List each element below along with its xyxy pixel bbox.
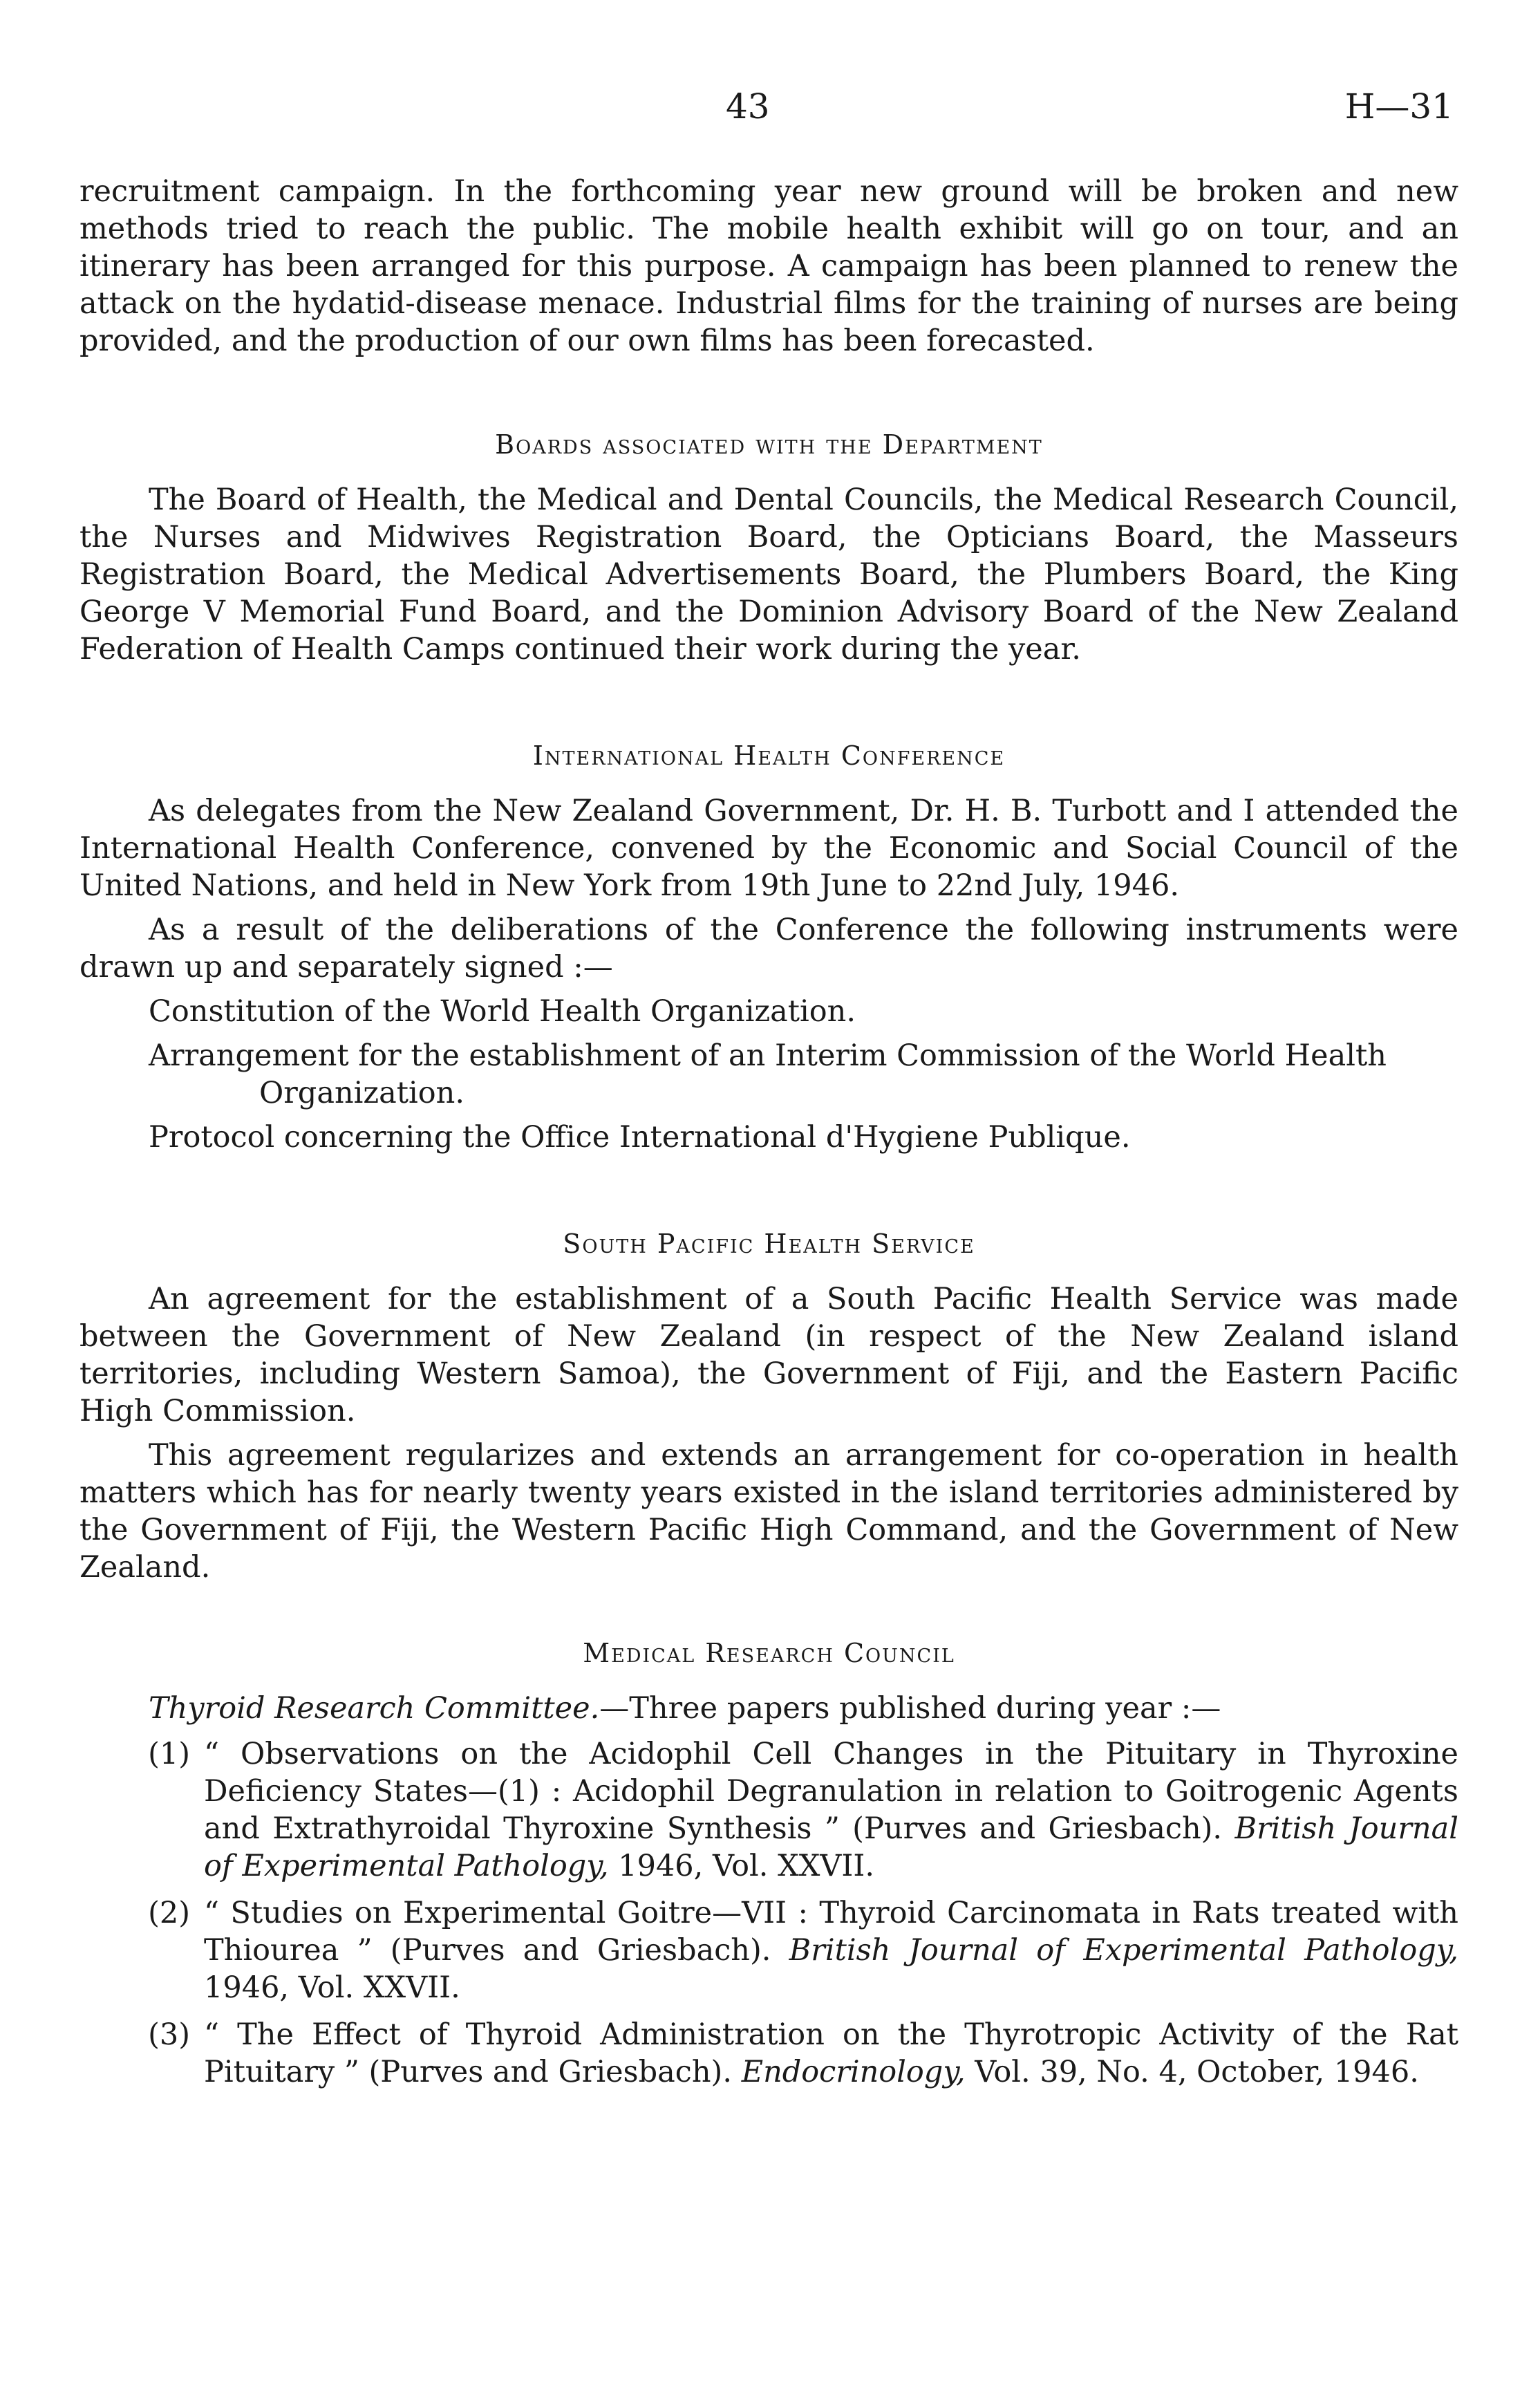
- south-pacific-heading: South Pacific Health Service: [563, 1229, 975, 1259]
- committee-line: [79, 1690, 1458, 1727]
- paper-item: [79, 1735, 1458, 1885]
- paper-journal: Endocrinology,: [741, 2055, 966, 2089]
- intro-paragraph: recruitment campaign. In the forthcoming year new ground will be broken and new methods tried to reach the public. The mobile health exhibit will go on tour, and an itinerary has been arranged for this purpose. A campaign has been planned to renew the attack on the hydatid-disease menace. Industrial films for the training of nurses are being provided, and the production of our own films has been forecasted.: [79, 174, 1458, 358]
- conference-paragraph-1: As delegates from the New Zealand Government, Dr. H. B. Turbott and I attended the International Health Conference, convened by the Economic and Social Council of the United Nations, and held in New York from 19th June to 22nd July, 1946.: [79, 794, 1458, 903]
- paper-title: “ Studies on Experimental Goitre—VII : Thyroid Carcinomata in Rats treated with Thiourea ” (Purves and Griesbach).: [204, 1896, 1458, 1968]
- research-heading: Medical Research Council: [583, 1638, 955, 1668]
- paper-details: 1946, Vol. XXVII.: [204, 1970, 460, 2005]
- boards-paragraph: The Board of Health, the Medical and Dental Councils, the Medical Research Council, the Nurses and Midwives Registration Board, the Opticians Board, the Masseurs Registration Board, the Medical Advertisements Board, the Plumbers Board, the King George V Memorial Fund Board, and the Dominion Advisory Board of the New Zealand Federation of Health Camps continued their work during the year.: [79, 483, 1458, 666]
- paper-title: “ Observations on the Acidophil Cell Changes in the Pituitary in Thyroxine Deficiency States—(1) : Acidophil Degranulation in relation to Goitrogenic Agents and Extrathyroidal Thyroxine Synthesis ” (Purves and Griesbach).: [204, 1737, 1458, 1846]
- paper-journal: British Journal of Experimental Pathology,: [789, 1933, 1458, 1968]
- boards-heading: Boards associated with the Department: [495, 429, 1043, 460]
- paper-journal: British Journal of Experimental Pathology,: [204, 1811, 1459, 1883]
- paper-title: “ The Effect of Thyroid Administration on the Thyrotropic Activity of the Rat Pituitary ” (Purves and Griesbach).: [204, 2017, 1458, 2089]
- paper-details: Vol. 39, No. 4, October, 1946.: [975, 2055, 1419, 2089]
- instrument-item: Protocol concerning the Office International d'Hygiene Publique.: [149, 1120, 1131, 1155]
- committee-text: —Three papers published during year :—: [599, 1691, 1221, 1726]
- paper-number: (2): [148, 1896, 190, 1930]
- committee-label: Thyroid Research Committee.: [149, 1691, 600, 1726]
- paper-number: (1): [148, 1737, 190, 1771]
- instrument-item: Arrangement for the establishment of an Interim Commission of the World Health Organization.: [149, 1038, 1387, 1110]
- page-body: [79, 173, 1458, 2100]
- paper-citation: [204, 2016, 1458, 2091]
- paper-number: (3): [148, 2017, 190, 2052]
- paper-details: 1946, Vol. XXVII.: [618, 1849, 875, 1883]
- paper-citation: [204, 1894, 1458, 2006]
- south-pacific-paragraph-1: An agreement for the establishment of a South Pacific Health Service was made between the Government of New Zealand (in respect of the New Zealand island territories, including Western Samoa), the Government of Fiji, and the Eastern Pacific High Commission.: [79, 1282, 1458, 1428]
- document-reference: H—31: [1344, 86, 1454, 127]
- south-pacific-paragraph-2: This agreement regularizes and extends an arrangement for co-operation in health matters which has for nearly twenty years existed in the island territories administered by the Government of Fiji, the Western Pacific High Command, and the Government of New Zealand.: [79, 1438, 1458, 1585]
- paper-citation: [204, 1735, 1458, 1885]
- instrument-item: Constitution of the World Health Organization.: [149, 994, 856, 1029]
- conference-heading: International Health Conference: [532, 740, 1006, 771]
- page-number: 43: [726, 86, 770, 127]
- paper-item: [79, 1894, 1458, 2006]
- conference-paragraph-2: As a result of the deliberations of the Conference the following instruments were drawn up and separately signed :—: [79, 913, 1458, 985]
- page-header: [0, 86, 1540, 135]
- paper-item: [79, 2016, 1458, 2091]
